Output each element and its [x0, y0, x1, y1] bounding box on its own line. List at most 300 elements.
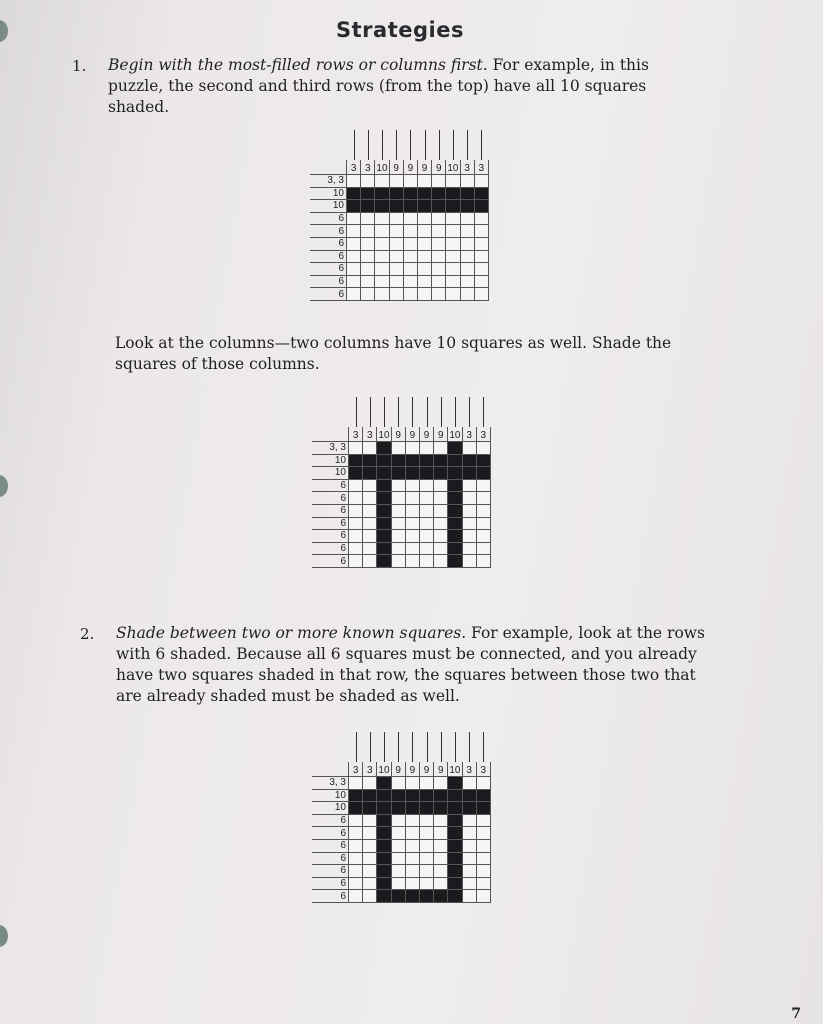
- row-clue: 6: [312, 542, 349, 555]
- empty-cell: [361, 275, 375, 288]
- step-2-number: 2.: [80, 625, 95, 643]
- column-tick: [467, 130, 468, 160]
- empty-cell: [434, 814, 448, 827]
- empty-cell: [419, 777, 433, 790]
- empty-cell: [432, 250, 446, 263]
- column-tick: [398, 397, 399, 427]
- shaded-cell: [363, 454, 377, 467]
- shaded-cell: [434, 890, 448, 903]
- empty-cell: [476, 442, 490, 455]
- empty-cell: [476, 777, 490, 790]
- empty-cell: [434, 492, 448, 505]
- grid-row: [312, 504, 490, 517]
- shaded-cell: [474, 187, 488, 200]
- column-tick: [481, 130, 482, 160]
- empty-cell: [403, 288, 417, 301]
- empty-cell: [391, 877, 405, 890]
- nonogram-grid-1: [310, 160, 489, 301]
- empty-cell: [349, 530, 363, 543]
- row-clue: 6: [312, 877, 349, 890]
- shaded-cell: [377, 789, 391, 802]
- empty-cell: [446, 263, 460, 276]
- row-clue: 6: [312, 492, 349, 505]
- shaded-cell: [391, 890, 405, 903]
- empty-cell: [474, 288, 488, 301]
- empty-cell: [375, 212, 389, 225]
- row-clue: 3, 3: [312, 442, 349, 455]
- empty-cell: [375, 275, 389, 288]
- empty-cell: [391, 827, 405, 840]
- column-clue-text: 9: [393, 163, 399, 174]
- empty-cell: [446, 237, 460, 250]
- step-1-number: 1.: [72, 57, 87, 75]
- column-clue: [434, 427, 448, 442]
- shaded-cell: [448, 865, 462, 878]
- empty-cell: [347, 212, 361, 225]
- empty-cell: [419, 852, 433, 865]
- binder-hole: [0, 925, 8, 947]
- empty-cell: [405, 827, 419, 840]
- grid-row: [312, 877, 490, 890]
- empty-cell: [405, 492, 419, 505]
- empty-cell: [474, 250, 488, 263]
- column-clue: [363, 762, 377, 777]
- shaded-cell: [448, 542, 462, 555]
- empty-cell: [432, 212, 446, 225]
- empty-cell: [417, 250, 431, 263]
- shaded-cell: [417, 200, 431, 213]
- empty-cell: [434, 504, 448, 517]
- empty-cell: [389, 225, 403, 238]
- empty-cell: [405, 777, 419, 790]
- grid-row: [312, 814, 490, 827]
- column-clue-text: 3: [480, 765, 487, 776]
- grid-row: [312, 517, 490, 530]
- empty-cell: [462, 479, 476, 492]
- grid-row: [312, 789, 490, 802]
- empty-cell: [389, 250, 403, 263]
- nonogram-grid-2: [312, 427, 491, 568]
- grid-row: [312, 865, 490, 878]
- empty-cell: [474, 225, 488, 238]
- empty-cell: [462, 865, 476, 878]
- row-clue: 6: [310, 212, 347, 225]
- empty-cell: [363, 479, 377, 492]
- grid-row: [312, 852, 490, 865]
- empty-cell: [363, 890, 377, 903]
- empty-cell: [460, 250, 474, 263]
- empty-cell: [391, 865, 405, 878]
- empty-cell: [363, 530, 377, 543]
- shaded-cell: [375, 200, 389, 213]
- empty-cell: [476, 530, 490, 543]
- shaded-cell: [363, 789, 377, 802]
- grid-row: [310, 237, 488, 250]
- empty-cell: [361, 237, 375, 250]
- column-clue: [347, 160, 361, 175]
- shaded-cell: [448, 777, 462, 790]
- empty-cell: [462, 542, 476, 555]
- grid-row: [312, 555, 490, 568]
- empty-cell: [361, 225, 375, 238]
- page-title: Strategies: [336, 18, 464, 42]
- shaded-cell: [377, 504, 391, 517]
- empty-cell: [349, 852, 363, 865]
- empty-cell: [419, 492, 433, 505]
- empty-cell: [476, 814, 490, 827]
- empty-cell: [462, 814, 476, 827]
- shaded-cell: [448, 802, 462, 815]
- empty-cell: [363, 865, 377, 878]
- empty-cell: [419, 442, 433, 455]
- empty-cell: [363, 504, 377, 517]
- shaded-cell: [448, 789, 462, 802]
- column-clue: [432, 160, 446, 175]
- shaded-cell: [377, 852, 391, 865]
- empty-cell: [391, 555, 405, 568]
- empty-cell: [389, 263, 403, 276]
- column-clue-text: 3: [352, 765, 359, 776]
- row-clue: 10: [312, 467, 349, 480]
- shaded-cell: [417, 187, 431, 200]
- shaded-cell: [403, 200, 417, 213]
- column-clue-text: 3: [350, 163, 357, 174]
- shaded-cell: [349, 467, 363, 480]
- column-tick: [455, 732, 456, 762]
- empty-cell: [375, 225, 389, 238]
- empty-cell: [476, 890, 490, 903]
- empty-cell: [476, 827, 490, 840]
- empty-cell: [476, 877, 490, 890]
- shaded-cell: [403, 187, 417, 200]
- column-tick: [441, 397, 442, 427]
- step-1-body: For example, in this puzzle, the second and third rows (from the top) have all 10 squares shaded.: [108, 56, 649, 116]
- empty-cell: [446, 212, 460, 225]
- empty-cell: [363, 777, 377, 790]
- empty-cell: [460, 175, 474, 188]
- column-tick: [453, 130, 454, 160]
- empty-cell: [391, 504, 405, 517]
- column-clue-text: 3: [466, 430, 472, 441]
- shaded-cell: [460, 200, 474, 213]
- empty-cell: [361, 288, 375, 301]
- shaded-cell: [474, 200, 488, 213]
- row-clue: 10: [312, 454, 349, 467]
- grid-row: [312, 467, 490, 480]
- step-2-lead: Shade between two or more known squares.: [116, 624, 467, 642]
- shaded-cell: [377, 777, 391, 790]
- empty-cell: [391, 492, 405, 505]
- shaded-cell: [448, 839, 462, 852]
- column-clue: [476, 427, 490, 442]
- empty-cell: [391, 517, 405, 530]
- column-tick: [427, 732, 428, 762]
- empty-cell: [434, 865, 448, 878]
- empty-cell: [419, 877, 433, 890]
- empty-cell: [347, 263, 361, 276]
- column-clue: [448, 427, 462, 442]
- shaded-cell: [419, 789, 433, 802]
- empty-cell: [363, 877, 377, 890]
- shaded-cell: [377, 827, 391, 840]
- shaded-cell: [419, 467, 433, 480]
- empty-cell: [375, 263, 389, 276]
- empty-cell: [417, 175, 431, 188]
- shaded-cell: [363, 802, 377, 815]
- shaded-cell: [363, 467, 377, 480]
- row-clue: 6: [312, 839, 349, 852]
- column-clue-text: 9: [395, 430, 401, 441]
- shaded-cell: [448, 814, 462, 827]
- row-clue: 6: [312, 890, 349, 903]
- empty-cell: [403, 212, 417, 225]
- column-clue: [446, 160, 460, 175]
- row-clue: 6: [312, 479, 349, 492]
- column-clue-text: 3: [367, 765, 373, 776]
- shaded-cell: [419, 454, 433, 467]
- empty-cell: [434, 827, 448, 840]
- empty-cell: [405, 852, 419, 865]
- column-tick: [356, 732, 357, 762]
- shaded-cell: [361, 200, 375, 213]
- column-clue: [389, 160, 403, 175]
- step-2-text: [116, 623, 716, 707]
- empty-cell: [419, 865, 433, 878]
- shaded-cell: [462, 789, 476, 802]
- column-clue: [419, 762, 433, 777]
- empty-cell: [460, 288, 474, 301]
- shaded-cell: [448, 530, 462, 543]
- empty-cell: [391, 814, 405, 827]
- column-tick: [354, 130, 355, 160]
- empty-cell: [349, 890, 363, 903]
- shaded-cell: [476, 454, 490, 467]
- column-tick: [370, 732, 371, 762]
- empty-cell: [460, 212, 474, 225]
- shaded-cell: [462, 467, 476, 480]
- empty-cell: [349, 814, 363, 827]
- shaded-cell: [434, 467, 448, 480]
- column-tick: [384, 732, 385, 762]
- empty-cell: [361, 263, 375, 276]
- column-clue: [349, 427, 363, 442]
- shaded-cell: [361, 187, 375, 200]
- empty-cell: [419, 839, 433, 852]
- grid-row: [310, 212, 488, 225]
- column-clue: [405, 427, 419, 442]
- empty-cell: [434, 877, 448, 890]
- empty-cell: [419, 814, 433, 827]
- empty-cell: [363, 852, 377, 865]
- shaded-cell: [389, 200, 403, 213]
- shaded-cell: [377, 542, 391, 555]
- grid-row: [312, 530, 490, 543]
- shaded-cell: [448, 492, 462, 505]
- row-clue: 3, 3: [312, 777, 349, 790]
- empty-cell: [434, 542, 448, 555]
- empty-cell: [405, 877, 419, 890]
- empty-cell: [432, 237, 446, 250]
- shaded-cell: [434, 454, 448, 467]
- shaded-cell: [377, 802, 391, 815]
- grid-row: [312, 890, 490, 903]
- shaded-cell: [375, 187, 389, 200]
- empty-cell: [462, 555, 476, 568]
- column-clue-text: 9: [423, 430, 430, 441]
- shaded-cell: [448, 504, 462, 517]
- empty-cell: [391, 839, 405, 852]
- shaded-cell: [405, 802, 419, 815]
- empty-cell: [460, 225, 474, 238]
- column-clue-text: 9: [435, 163, 442, 174]
- empty-cell: [462, 492, 476, 505]
- empty-cell: [432, 275, 446, 288]
- column-tick: [382, 130, 383, 160]
- grid-row: [312, 802, 490, 815]
- empty-cell: [432, 288, 446, 301]
- empty-cell: [405, 555, 419, 568]
- empty-cell: [349, 865, 363, 878]
- column-clue-text: 10: [378, 430, 390, 441]
- row-clue: 6: [312, 530, 349, 543]
- shaded-cell: [377, 530, 391, 543]
- step-1-text: [108, 55, 708, 118]
- shaded-cell: [349, 454, 363, 467]
- empty-cell: [363, 442, 377, 455]
- shaded-cell: [377, 479, 391, 492]
- shaded-cell: [448, 890, 462, 903]
- empty-cell: [419, 517, 433, 530]
- empty-cell: [446, 275, 460, 288]
- empty-cell: [446, 288, 460, 301]
- empty-cell: [474, 263, 488, 276]
- shaded-cell: [377, 865, 391, 878]
- empty-cell: [476, 542, 490, 555]
- empty-cell: [389, 175, 403, 188]
- empty-cell: [349, 517, 363, 530]
- column-tick: [384, 397, 385, 427]
- empty-cell: [476, 852, 490, 865]
- row-clue: 6: [310, 275, 347, 288]
- empty-cell: [434, 852, 448, 865]
- empty-cell: [363, 814, 377, 827]
- empty-cell: [432, 175, 446, 188]
- empty-cell: [405, 442, 419, 455]
- shaded-cell: [434, 789, 448, 802]
- column-clue-text: 3: [466, 765, 472, 776]
- grid-row: [310, 175, 488, 188]
- row-clue: 6: [310, 263, 347, 276]
- empty-cell: [419, 504, 433, 517]
- grid-row: [310, 288, 488, 301]
- empty-cell: [349, 555, 363, 568]
- empty-cell: [419, 479, 433, 492]
- shaded-cell: [405, 789, 419, 802]
- shaded-cell: [389, 187, 403, 200]
- shaded-cell: [448, 877, 462, 890]
- grid-row: [312, 777, 490, 790]
- column-clue-text: 10: [449, 765, 461, 776]
- empty-cell: [432, 263, 446, 276]
- middle-text: Look at the columns—two columns have 10 squares as well. Shade the squares of those columns.: [115, 334, 672, 373]
- empty-cell: [375, 175, 389, 188]
- shaded-cell: [349, 802, 363, 815]
- empty-cell: [434, 839, 448, 852]
- shaded-cell: [462, 454, 476, 467]
- column-tick: [368, 130, 369, 160]
- row-clue: 6: [312, 504, 349, 517]
- row-clue: 6: [310, 250, 347, 263]
- grid-row: [310, 263, 488, 276]
- column-clue: [363, 427, 377, 442]
- shaded-cell: [391, 467, 405, 480]
- shaded-cell: [391, 789, 405, 802]
- empty-cell: [460, 263, 474, 276]
- empty-cell: [361, 175, 375, 188]
- empty-cell: [405, 479, 419, 492]
- row-clue: 10: [312, 802, 349, 815]
- column-tick: [412, 397, 413, 427]
- column-clue-text: 10: [449, 430, 461, 441]
- column-clue-text: 9: [421, 163, 428, 174]
- row-clue: 10: [310, 187, 347, 200]
- empty-cell: [462, 877, 476, 890]
- empty-cell: [391, 479, 405, 492]
- empty-cell: [434, 530, 448, 543]
- row-clue: 6: [312, 555, 349, 568]
- empty-cell: [434, 777, 448, 790]
- column-tick: [441, 732, 442, 762]
- empty-cell: [347, 237, 361, 250]
- column-clue-text: 3: [352, 430, 359, 441]
- column-tick: [427, 397, 428, 427]
- shaded-cell: [377, 890, 391, 903]
- shaded-cell: [476, 467, 490, 480]
- shaded-cell: [347, 200, 361, 213]
- empty-cell: [349, 442, 363, 455]
- empty-cell: [403, 225, 417, 238]
- shaded-cell: [434, 802, 448, 815]
- empty-cell: [363, 492, 377, 505]
- column-clue-text: 9: [407, 163, 414, 174]
- grid-row: [310, 200, 488, 213]
- empty-cell: [446, 225, 460, 238]
- empty-cell: [405, 814, 419, 827]
- shaded-cell: [476, 789, 490, 802]
- grid-row: [312, 492, 490, 505]
- column-clue: [391, 427, 405, 442]
- empty-cell: [417, 212, 431, 225]
- column-clue: [476, 762, 490, 777]
- shaded-cell: [432, 187, 446, 200]
- empty-cell: [363, 555, 377, 568]
- empty-cell: [417, 225, 431, 238]
- empty-cell: [446, 250, 460, 263]
- column-tick: [412, 732, 413, 762]
- column-tick: [410, 130, 411, 160]
- empty-cell: [349, 839, 363, 852]
- grid-row: [312, 542, 490, 555]
- grid-row: [312, 839, 490, 852]
- empty-cell: [474, 237, 488, 250]
- column-clue: [377, 762, 391, 777]
- empty-cell: [349, 542, 363, 555]
- shaded-cell: [377, 877, 391, 890]
- grid-corner: [310, 160, 347, 175]
- empty-cell: [363, 517, 377, 530]
- empty-cell: [417, 275, 431, 288]
- empty-cell: [462, 504, 476, 517]
